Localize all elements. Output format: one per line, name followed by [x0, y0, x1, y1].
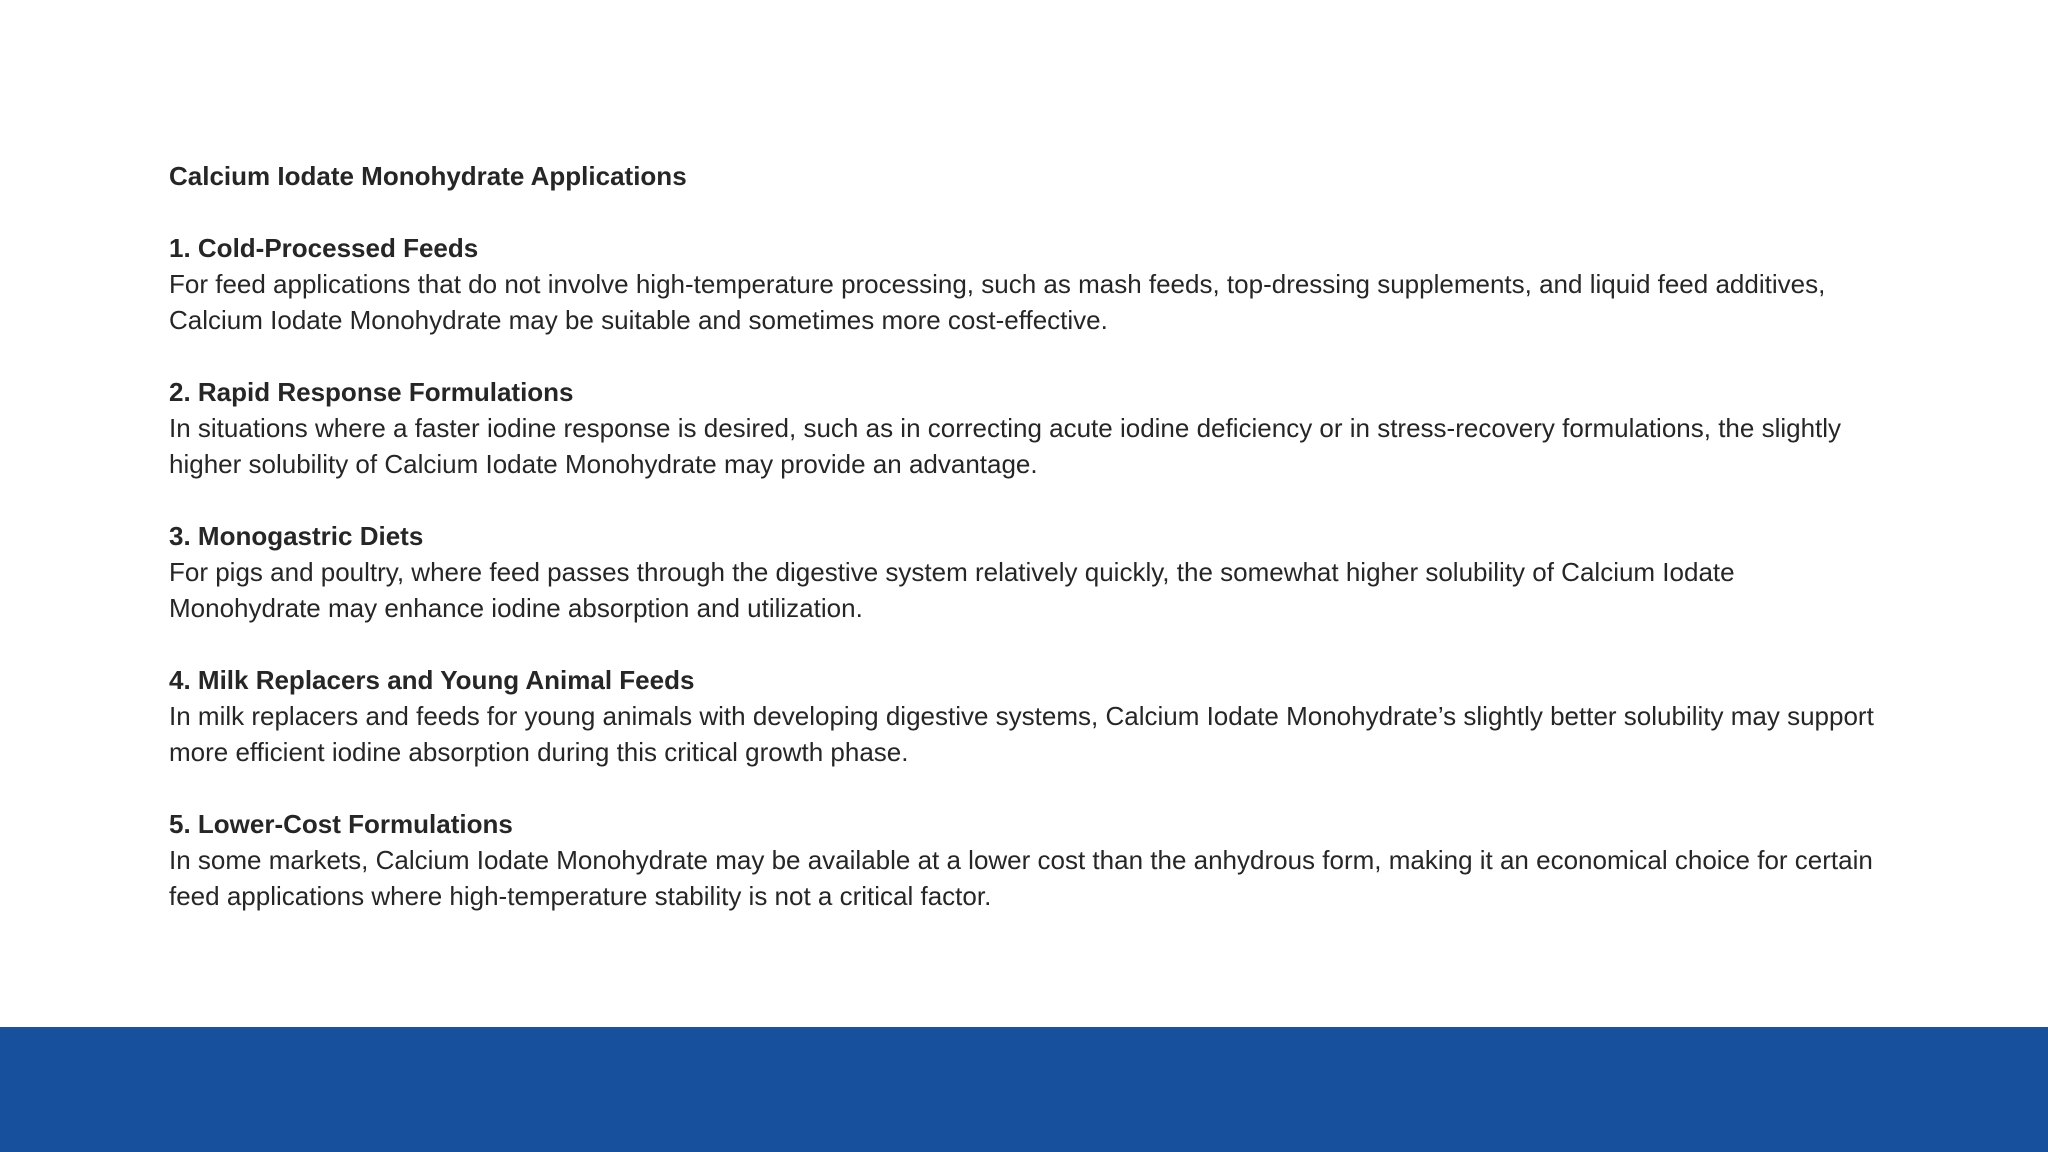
- section-body: For feed applications that do not involve high-temperature processing, such as mash feeds, top-dressing supplements, and liquid feed additives, Calcium Iodate Monohydrate may be suitable and sometimes more cost-effective.: [169, 269, 1826, 335]
- section-lower-cost-formulations: [169, 806, 1889, 914]
- section-heading: 4. Milk Replacers and Young Animal Feeds: [169, 665, 695, 695]
- section-body: In some markets, Calcium Iodate Monohydrate may be available at a lower cost than the anhydrous form, making it an economical choice for certain feed applications where high-temperature stability is not a critical factor.: [169, 845, 1873, 911]
- footer-band: [0, 1027, 2048, 1152]
- section-heading: 2. Rapid Response Formulations: [169, 377, 574, 407]
- section-cold-processed-feeds: [169, 230, 1889, 338]
- section-body: In situations where a faster iodine response is desired, such as in correcting acute iodine deficiency or in stress-recovery formulations, the slightly higher solubility of Calcium Iodate Monohydrate may provide an advantage.: [169, 413, 1842, 479]
- section-body: For pigs and poultry, where feed passes through the digestive system relatively quickly, the somewhat higher solubility of Calcium Iodate Monohydrate may enhance iodine absorption and utilization.: [169, 557, 1735, 623]
- section-milk-replacers: [169, 662, 1889, 770]
- section-heading: 1. Cold-Processed Feeds: [169, 233, 479, 263]
- section-rapid-response-formulations: [169, 374, 1889, 482]
- page-title: Calcium Iodate Monohydrate Applications: [169, 161, 687, 191]
- slide-content: [169, 158, 1889, 914]
- section-heading: 5. Lower-Cost Formulations: [169, 809, 513, 839]
- section-heading: 3. Monogastric Diets: [169, 521, 424, 551]
- section-monogastric-diets: [169, 518, 1889, 626]
- section-body: In milk replacers and feeds for young animals with developing digestive systems, Calcium Iodate Monohydrate’s slightly better solubility may support more efficient iodine absorption during this critical growth phase.: [169, 701, 1874, 767]
